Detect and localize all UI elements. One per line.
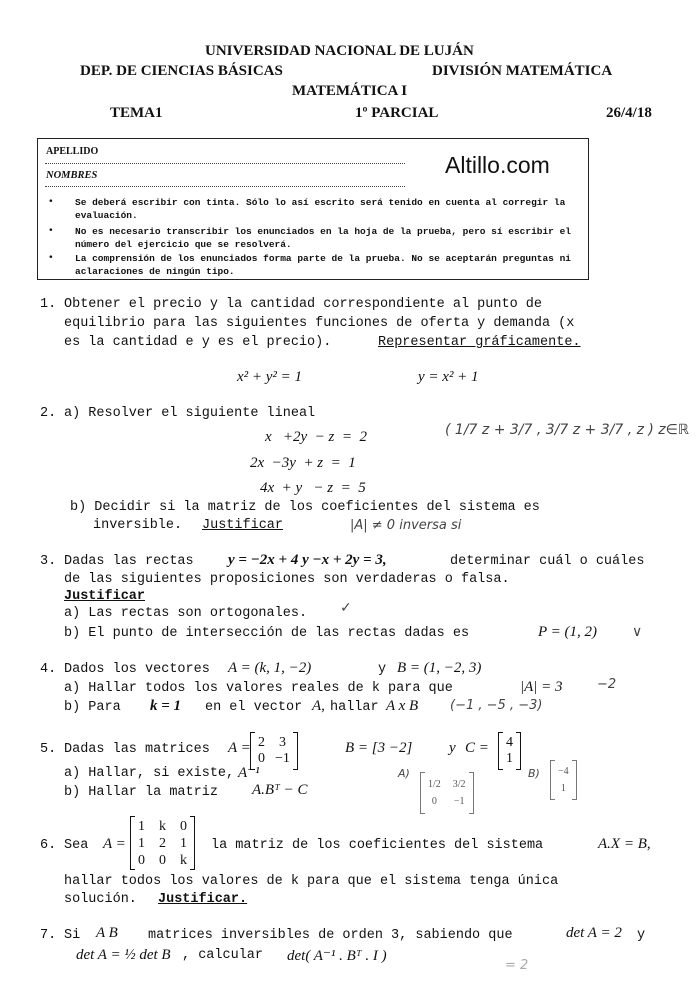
q7-number: 7. [40, 928, 57, 943]
q6-sea: Sea [64, 838, 89, 853]
nombres-line [45, 186, 405, 187]
q2-part-a: a) Resolver el siguiente lineal [64, 406, 316, 421]
q7-handwritten: = 2 [505, 958, 529, 973]
q1-eq-2: y = x² + 1 [418, 369, 479, 385]
q5-handwritten-b-label: B) [528, 767, 540, 780]
q3-line-1b: determinar cuál o cuáles [450, 554, 645, 569]
instruction-1: Se deberá escribir con tinta. Sólo lo así escrito será tenido en cuenta al corregir la evaluación. [75, 197, 566, 221]
bullet-icon: • [48, 225, 54, 236]
university-title: UNIVERSIDAD NACIONAL DE LUJÁN [205, 43, 474, 59]
q4-a-ref: A, [312, 698, 325, 714]
q2-justify: Justificar [202, 518, 284, 533]
q2-system-row-2: 2x −3y + z = 1 [250, 455, 356, 471]
q3-line-1a: Dadas las rectas [64, 554, 194, 569]
q5-handwritten-b-matrix: −4 1 [550, 760, 577, 800]
q3-justify: Justificar [64, 589, 146, 604]
check-icon: ✓ [340, 600, 352, 616]
bullet-icon: • [48, 252, 54, 263]
q5-c-label: C = [465, 740, 489, 756]
q1-line-3: es la cantidad e y es el precio). [64, 335, 332, 350]
q6-line-1: la matriz de los coeficientes del sistema [211, 838, 544, 853]
q3-line-2: de las siguientes proposiciones son verdaderas o falsa. [64, 572, 510, 587]
q5-a-label: A = [228, 740, 251, 756]
check-icon: ∨ [632, 624, 643, 640]
instruction-3: La comprensión de los enunciados forma parte de la prueba. No se aceptarán preguntas ni aclaraciones de ningún tipo. [75, 253, 571, 277]
q2-number: 2. [40, 406, 57, 421]
q4-part-b-3: hallar [330, 700, 379, 715]
q2-part-b-line-1: b) Decidir si la matriz de los coeficientes del sistema es [70, 500, 540, 515]
apellido-line [45, 163, 405, 164]
exam-name: 1º PARCIAL [355, 105, 439, 121]
q6-line-3: solución. [64, 892, 137, 907]
q7-y: y [637, 928, 646, 943]
q5-a-inverse: A⁻¹ [238, 765, 260, 781]
q7-si: Si [64, 928, 81, 943]
q1-eq-1: x² + y² = 1 [237, 369, 303, 385]
q1-number: 1. [40, 297, 57, 312]
q4-k-eq: k = 1 [150, 698, 182, 714]
q3-point: P = (1, 2) [538, 624, 598, 640]
q6-matrix-a: 1 k 0 1 2 1 0 0 k [130, 816, 195, 870]
q3-number: 3. [40, 554, 57, 569]
q4-handwritten-a: −2 [597, 677, 617, 692]
q4-part-b-2: en el vector [205, 700, 303, 715]
q4-norm-eq: |A| = 3 [520, 679, 563, 695]
q2-handwritten-answer: |A| ≠ 0 inversa si [350, 518, 462, 533]
q7-det-relation: det A = ½ det B [76, 947, 171, 963]
q5-matrix-a: 2 3 0 −1 [250, 732, 298, 770]
q3-part-a: a) Las rectas son ortogonales. [64, 606, 308, 621]
q5-matrix-c: 4 1 [498, 732, 521, 770]
instruction-2: No es necesario transcribir los enunciados en la hoja de la prueba, pero sí escribir el número del ejercicio que se resolverá. [75, 226, 571, 250]
q4-part-b: b) Para [64, 700, 121, 715]
q4-y: y [378, 662, 387, 677]
q6-system-eq: A.X = B, [598, 836, 651, 852]
watermark-logo: Altillo.com [445, 152, 550, 178]
q5-part-b: b) Hallar la matriz [64, 785, 218, 800]
q2-system-row-3: 4x + y − z = 5 [260, 480, 366, 496]
q5-number: 5. [40, 742, 57, 757]
q7-a-b: A B [96, 925, 118, 941]
q4-line-1: Dados los vectores [64, 662, 210, 677]
q3-part-b: b) El punto de intersección de las rectas dadas es [64, 626, 470, 641]
q7-calcular: , calcular [182, 948, 264, 963]
q5-b-matrix: B = [3 −2] [345, 740, 413, 756]
q4-vector-b: B = (1, −2, 3) [397, 660, 482, 676]
nombres-label: NOMBRES [46, 170, 98, 181]
subject: MATEMÁTICA I [292, 83, 408, 99]
q7-det-expr: det( A⁻¹ . Bᵀ . I ) [287, 948, 387, 964]
division: DIVISIÓN MATEMÁTICA [432, 63, 613, 79]
q4-cross: A x B [386, 698, 419, 714]
q2-handwritten-solution: ( 1/7 z + 3/7 , 3/7 z + 3/7 , z ) z∈ℝ [445, 422, 689, 438]
q6-line-2: hallar todos los valores de k para que el sistema tenga única [64, 874, 559, 889]
q7-line-1: matrices inversibles de orden 3, sabiendo que [148, 928, 513, 943]
exam-date: 26/4/18 [606, 105, 652, 121]
q5-y: y [449, 740, 456, 756]
q4-handwritten-b: (−1 , −5 , −3) [450, 698, 543, 713]
q5-b-expr: A.Bᵀ − C [252, 782, 308, 798]
q1-represent: Representar gráficamente. [378, 335, 581, 350]
q5-handwritten-a-label: A) [398, 767, 410, 780]
apellido-label: APELLIDO [46, 146, 99, 157]
q7-det-a: det A = 2 [566, 925, 622, 941]
tema: TEMA1 [110, 105, 163, 121]
q6-number: 6. [40, 838, 57, 853]
q5-handwritten-a-matrix: 1/2 3/2 0 −1 [420, 772, 474, 814]
bullet-icon: • [48, 196, 54, 207]
q3-lines-eq: y = −2x + 4 y −x + 2y = 3, [228, 552, 387, 568]
q4-vector-a: A = (k, 1, −2) [228, 660, 312, 676]
q5-part-a: a) Hallar, si existe, [64, 766, 235, 781]
q4-number: 4. [40, 662, 57, 677]
q1-line-2: equilibrio para las siguientes funciones de oferta y demanda (x [64, 316, 575, 331]
q1-line-1: Obtener el precio y la cantidad correspondiente al punto de [64, 297, 542, 312]
q6-justify: Justificar. [158, 892, 248, 907]
q2-part-b-line-2: inversible. [93, 518, 183, 533]
q5-line-1: Dadas las matrices [64, 742, 210, 757]
department: DEP. DE CIENCIAS BÁSICAS [80, 63, 283, 79]
q2-system-row-1: x +2y − z = 2 [265, 429, 368, 445]
q4-part-a: a) Hallar todos los valores reales de k para que [64, 681, 453, 696]
q6-a-label: A = [103, 836, 126, 852]
